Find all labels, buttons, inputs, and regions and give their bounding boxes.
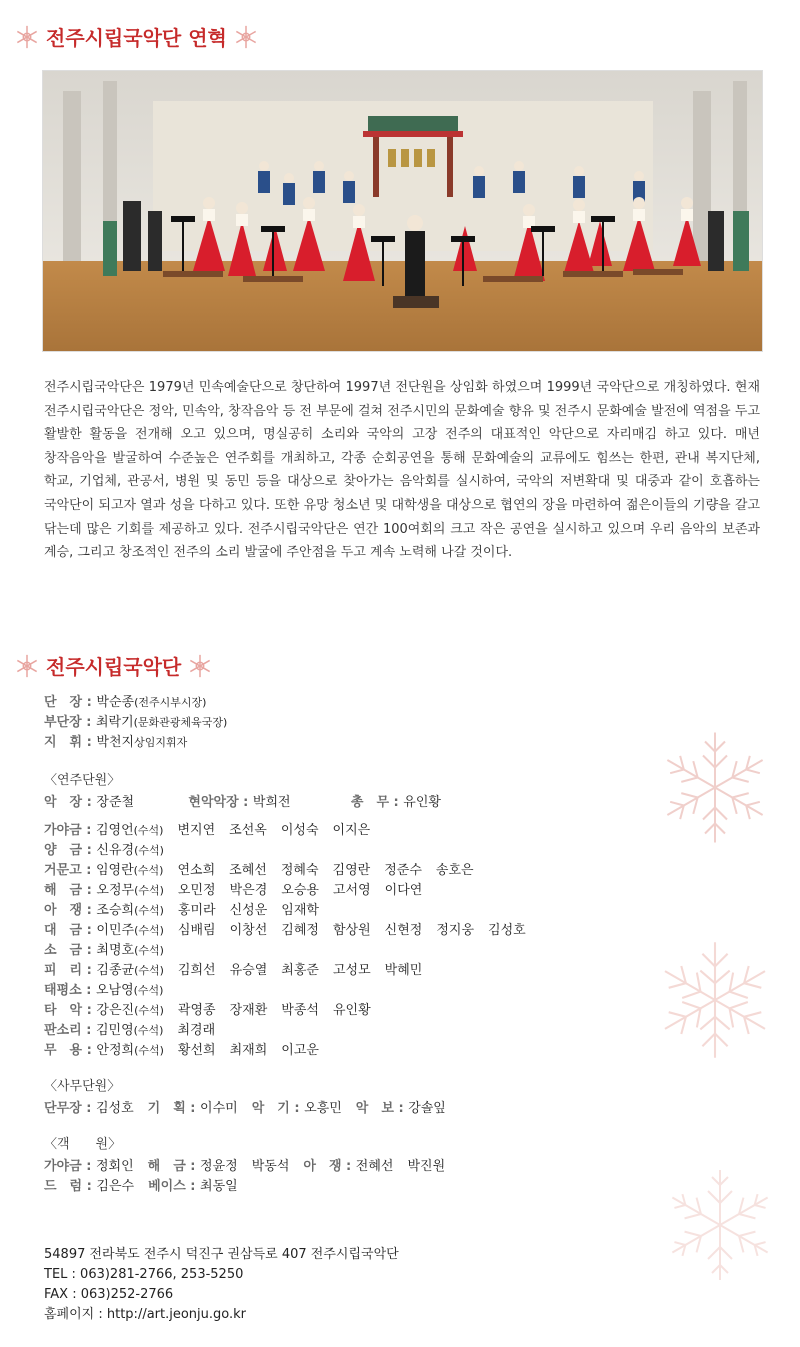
homepage-link[interactable]: 홈페이지 : http://art.jeonju.go.kr: [44, 1307, 247, 1322]
section-member: 조혜선: [229, 863, 267, 878]
section-member: 고성모: [332, 963, 371, 978]
leader-row: 지 휘 : 박천지 상임지휘자: [44, 733, 684, 753]
office-name: 오흥민: [304, 1101, 342, 1116]
section-member: 최경래: [177, 1023, 216, 1038]
leader-note: (전주시부시장): [134, 696, 207, 709]
section-list: [44, 821, 684, 1061]
office-label: 악 기: [251, 1101, 290, 1116]
guest-label: 베이스: [148, 1179, 186, 1194]
guest-row: 드 럼 : 김은수 베이스 : 최동일: [44, 1177, 684, 1197]
office-name: 이수미: [200, 1101, 238, 1116]
section-label: 태평소: [44, 983, 82, 998]
manager-name: 유인황: [403, 795, 441, 810]
concertmaster-label: 악 장: [44, 795, 83, 810]
snowflake-icon: [233, 24, 259, 50]
section-leader: 강은진: [96, 1003, 135, 1018]
contact-block: [44, 1245, 399, 1325]
office-name: 강솔잎: [408, 1101, 446, 1116]
string-leader-label: 현악악장: [188, 795, 239, 810]
section-row: 해 금 : 오정무 (수석) 오민정 박은경 오승용 고서영 이다연: [44, 881, 684, 901]
section-row: 무 용 : 안정희 (수석) 황선희 최재희 이고운: [44, 1041, 684, 1061]
section-member: 유승열: [229, 963, 268, 978]
section-member: 이다연: [384, 883, 423, 898]
section-row: 가야금 : 김영언 (수석) 변지연 조선옥 이성숙 이지은: [44, 821, 684, 841]
guest-name: 박진원: [407, 1159, 446, 1174]
section-label: 양 금: [44, 843, 83, 858]
string-leader-name: 박희전: [252, 795, 291, 810]
office-label: 악 보: [355, 1101, 394, 1116]
history-heading: [10, 22, 263, 51]
section-member: 곽영종: [177, 1003, 216, 1018]
guest-title: 〈객 원〉: [44, 1137, 122, 1152]
section-member: 변지연: [177, 823, 216, 838]
section-leader: 오정무: [96, 883, 135, 898]
section-row: 거문고 : 임영란 (수석) 연소희 조혜선 정혜숙 김영란 정준수 송호은: [44, 861, 684, 881]
leader-title-note: (수석): [133, 864, 164, 877]
leader-row: 부단장 : 최락기 (문화관광체육국장): [44, 713, 684, 733]
leader-title-note: (수석): [134, 884, 164, 897]
manager-label: 총 무: [350, 795, 390, 810]
section-label: 해 금: [44, 883, 83, 898]
section-row: 아 쟁 : 조승희 (수석) 홍미라 신성운 임재학: [44, 901, 684, 921]
leader-title-note: (수석): [134, 1004, 164, 1017]
telephone: TEL : 063)281-2766, 253-5250: [44, 1267, 244, 1282]
snowflake-icon: [14, 24, 40, 50]
leader-title-note: (수석): [134, 944, 164, 957]
staff-row: 악 장 : 장준철 현악악장 : 박희전 총 무 : 유인황: [44, 793, 684, 813]
office-title: 〈사무단원〉: [44, 1079, 121, 1094]
section-leader: 신유경: [96, 843, 135, 858]
address: 54897 전라북도 전주시 덕진구 권삼득로 407 전주시립국악단: [44, 1247, 399, 1262]
section-label: 판소리: [44, 1023, 82, 1038]
snowflake-icon: [14, 653, 40, 679]
leader-label: 단 장: [44, 695, 83, 710]
section-label: 타 악: [44, 1003, 83, 1018]
section-row: 대 금 : 이민주 (수석) 심배림 이창선 김혜정 함상원 신현정 정지웅 김성호: [44, 921, 684, 941]
section-leader: 이민주: [96, 923, 135, 938]
section-member: 심배림: [177, 923, 216, 938]
section-row: 태평소 : 오남영 (수석): [44, 981, 684, 1001]
section-member: 임재학: [281, 903, 319, 918]
section-label: 가야금: [44, 823, 82, 838]
guest-label: 가야금: [44, 1159, 82, 1174]
leader-title-note: (수석): [133, 824, 164, 837]
section-leader: 최명호: [96, 943, 135, 958]
guest-name: 박동석: [251, 1159, 290, 1174]
section-member: 박종석: [281, 1003, 319, 1018]
performers-title: 〈연주단원〉: [44, 773, 121, 788]
leader-title-note: (수석): [134, 924, 164, 937]
section-leader: 김민영: [95, 1023, 134, 1038]
leader-label: 부단장: [44, 715, 82, 730]
section-member: 함상원: [332, 923, 371, 938]
orchestra-photo: [42, 70, 763, 352]
guest-name: 김은수: [96, 1179, 135, 1194]
section-row: 피 리 : 김종균 (수석) 김희선 유승열 최홍준 고성모 박혜민: [44, 961, 684, 981]
guest-label: 해 금: [147, 1159, 186, 1174]
office-name: 김성호: [95, 1101, 134, 1116]
section-member: 조선옥: [229, 823, 267, 838]
section-label: 거문고: [44, 863, 82, 878]
section-member: 장재환: [229, 1003, 268, 1018]
fax: FAX : 063)252-2766: [44, 1287, 174, 1302]
section-member: 정지웅: [436, 923, 475, 938]
guest-name: 전혜선: [355, 1159, 394, 1174]
section-label: 대 금: [44, 923, 83, 938]
section-leader: 김영언: [95, 823, 134, 838]
guest-row: 가야금 : 정회인 해 금 : 정윤정 박동석 아 쟁 : 전혜선 박진원: [44, 1157, 684, 1177]
guest-label: 드 럼: [44, 1179, 83, 1194]
section-member: 박은경: [229, 883, 268, 898]
section-row: 타 악 : 강은진 (수석) 곽영종 장재환 박종석 유인황: [44, 1001, 684, 1021]
guest-name: 정윤정: [200, 1159, 238, 1174]
leader-note: (문화관광체육국장): [133, 716, 228, 729]
org-title: 전주시립국악단: [46, 655, 182, 679]
history-title: 전주시립국악단 연혁: [46, 26, 227, 50]
leader-name: 박천지: [96, 735, 135, 750]
section-member: 고서영: [332, 883, 371, 898]
section-member: 신성운: [229, 903, 268, 918]
section-member: 이지은: [332, 823, 371, 838]
roster: [44, 693, 684, 1197]
leader-name: 박순종: [96, 695, 135, 710]
leader-title-note: (수석): [134, 844, 164, 857]
leader-name: 최락기: [95, 715, 134, 730]
section-leader: 오남영: [95, 983, 134, 998]
section-member: 오승용: [281, 883, 319, 898]
section-member: 신현정: [384, 923, 423, 938]
section-member: 김혜정: [281, 923, 319, 938]
section-member: 김희선: [177, 963, 216, 978]
leader-title-note: (수석): [133, 1024, 164, 1037]
leader-row: 단 장 : 박순종 (전주시부시장): [44, 693, 684, 713]
section-member: 홍미라: [177, 903, 216, 918]
section-member: 정혜숙: [280, 863, 319, 878]
section-member: 박혜민: [384, 963, 423, 978]
section-member: 이창선: [229, 923, 268, 938]
leader-title-note: (수석): [134, 1044, 164, 1057]
section-leader: 김종균: [96, 963, 135, 978]
section-member: 오민정: [177, 883, 216, 898]
section-row: 소 금 : 최명호 (수석): [44, 941, 684, 961]
section-leader: 안정희: [96, 1043, 135, 1058]
leader-title-note: (수석): [134, 964, 164, 977]
section-member: 황선희: [177, 1043, 216, 1058]
leader-title-note: (수석): [133, 984, 164, 997]
section-member: 최재희: [229, 1043, 268, 1058]
section-member: 이성숙: [280, 823, 319, 838]
office-label: 단무장: [44, 1101, 82, 1116]
section-leader: 임영란: [95, 863, 134, 878]
leader-label: 지 휘: [44, 735, 83, 750]
org-heading: [10, 651, 217, 680]
section-row: 양 금 : 신유경 (수석): [44, 841, 684, 861]
section-label: 무 용: [44, 1043, 83, 1058]
office-label: 기 획: [147, 1101, 186, 1116]
leader-note: 상임지휘자: [134, 736, 188, 749]
snowflake-icon: [187, 653, 213, 679]
guest-name: 정회인: [95, 1159, 134, 1174]
concertmaster-name: 장준철: [96, 795, 135, 810]
guest-label: 아 쟁: [303, 1159, 342, 1174]
section-member: 김성호: [488, 923, 526, 938]
section-member: 김영란: [332, 863, 371, 878]
intro-paragraph: 전주시립국악단은 1979년 민속예술단으로 창단하여 1997년 전단원을 상임화 하였으며 1999년 국악단으로 개칭하였다. 현재 전주시립국악단은 정악, 민속악, 창작음악 등 전 부문에 걸쳐 전주시민의 문화예술 향유 및 전주시 문화예술 발전에 역점을 두고 활발한 활동을 전개해 오고 있으며, 명실공히 소리와 국악의 고장 전주의 대표적인 악단으로 자리매김 하고 있다. 매년 창작음악을 발굴하여 수준높은 연주회를 개최하고, 각종 순회공연을 통해 문화예술의 교류에도 힘쓰는 한편, 관내 복지단체, 학교, 기업체, 관공서, 병원 및 동민 등을 대상으로 찾아가는 음악회를 실시하여, 국악의 저변확대 및 대중과 같이 호흡하는 국악단이 되고자 열과 성을 다하고 있다. 또한 유망 청소년 및 대학생을 대상으로 협연의 장을 마련하여 젊은이들의 기량을 갈고 닦는데 많은 기회를 제공하고 있다. 전주시립국악단은 연간 100여회의 크고 작은 공연을 실시하고 있으며 우리 음악의 보존과 계승, 그리고 창조적인 전주의 소리 발굴에 주안점을 두고 계속 노력해 나갈 것이다.: [44, 380, 760, 561]
section-member: 연소희: [177, 863, 216, 878]
section-label: 소 금: [44, 943, 83, 958]
guest-name: 최동일: [200, 1179, 238, 1194]
leader-title-note: (수석): [134, 904, 164, 917]
section-leader: 조승희: [96, 903, 135, 918]
section-member: 이고운: [281, 1043, 319, 1058]
office-row: 단무장 : 김성호 기 획 : 이수미 악 기 : 오흥민 악 보 : 강솔잎: [44, 1099, 684, 1119]
section-member: 유인황: [332, 1003, 371, 1018]
section-label: 피 리: [44, 963, 83, 978]
section-label: 아 쟁: [44, 903, 83, 918]
section-member: 최홍준: [281, 963, 319, 978]
section-member: 정준수: [384, 863, 422, 878]
section-row: 판소리 : 김민영 (수석) 최경래: [44, 1021, 684, 1041]
section-member: 송호은: [435, 863, 474, 878]
